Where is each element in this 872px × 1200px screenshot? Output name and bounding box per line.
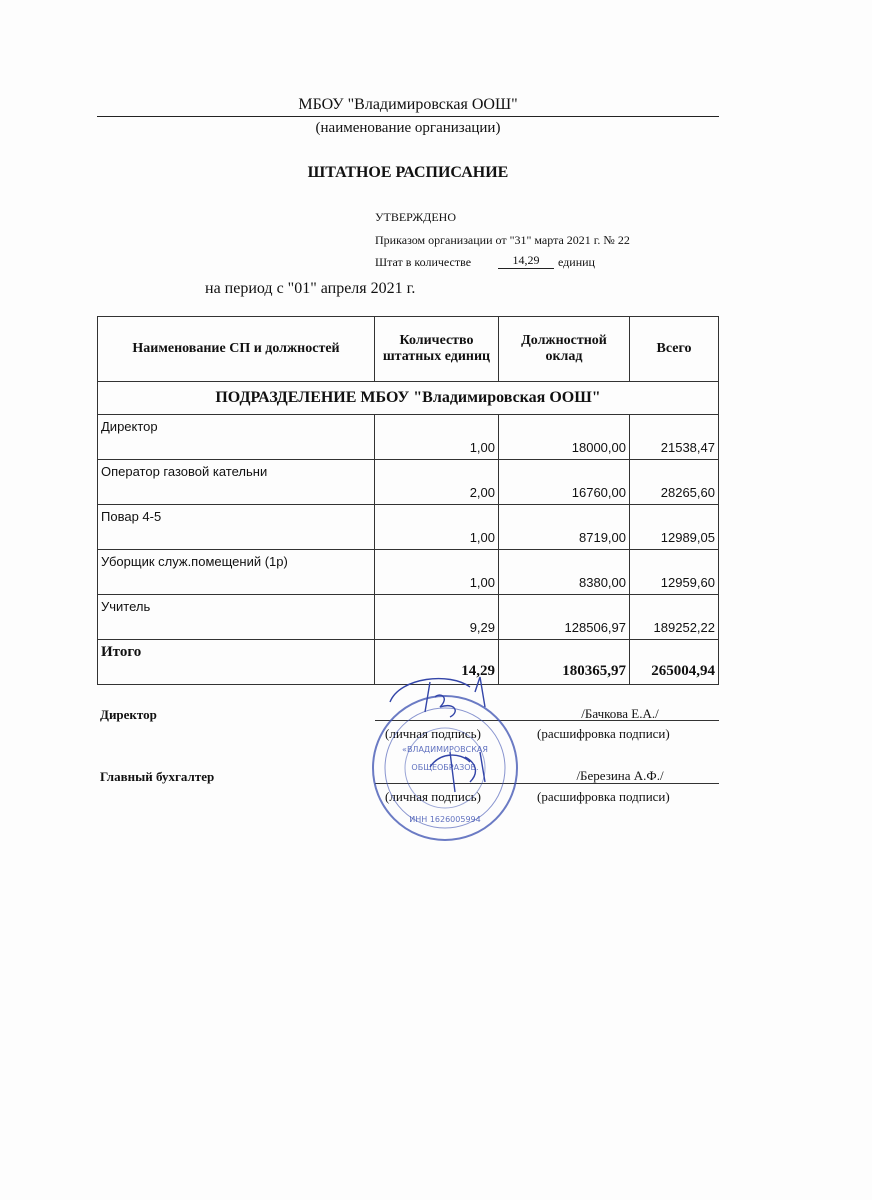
salary: 8380,00	[499, 550, 630, 595]
organization-name: МБОУ "Владимировская ООШ"	[97, 96, 719, 117]
signature-caption: (личная подпись)	[385, 789, 481, 804]
salary: 180365,97	[499, 640, 630, 685]
salary: 16760,00	[499, 460, 630, 505]
svg-text:ИНН 1626005994: ИНН 1626005994	[409, 815, 481, 824]
signature-role: Главный бухгалтер	[100, 769, 215, 784]
order-line: Приказом организации от "31" марта 2021 г. № 22	[375, 233, 630, 247]
signature-role: Директор	[100, 707, 157, 722]
salary: 8719,00	[499, 505, 630, 550]
position-name: Директор	[98, 415, 375, 460]
units: 1,00	[375, 505, 499, 550]
name-caption: (расшифровка подписи)	[537, 789, 670, 804]
signature-name: /Березина А.Ф./	[576, 768, 664, 783]
document-title: ШТАТНОЕ РАСПИСАНИЕ	[307, 164, 509, 181]
table-row	[98, 550, 719, 595]
signature-caption: (личная подпись)	[385, 726, 481, 741]
position-name: Повар 4-5	[98, 505, 375, 550]
position-name: Оператор газовой кательни	[98, 460, 375, 505]
table-row	[98, 595, 719, 640]
total: 21538,47	[630, 415, 719, 460]
column-header: Должностной оклад	[499, 317, 630, 382]
staff-label: Штат в количестве	[375, 255, 472, 269]
signature-name: /Бачкова Е.А./	[581, 706, 659, 721]
period-line: на период с "01" апреля 2021 г.	[205, 280, 416, 297]
staff-table	[97, 316, 719, 685]
table-header	[98, 317, 719, 382]
approved-label: УТВЕРЖДЕНО	[375, 210, 457, 224]
units: 1,00	[375, 550, 499, 595]
units: 9,29	[375, 595, 499, 640]
table-row	[98, 460, 719, 505]
position-name: Уборщик служ.помещений (1р)	[98, 550, 375, 595]
column-header: Наименование СП и должностей	[98, 317, 375, 382]
table-row	[98, 415, 719, 460]
position-name: Учитель	[98, 595, 375, 640]
svg-text:ОБЩЕОБРАЗОВ.: ОБЩЕОБРАЗОВ.	[411, 763, 479, 772]
svg-text:«ВЛАДИМИРОВСКАЯ: «ВЛАДИМИРОВСКАЯ	[402, 745, 488, 754]
organization-caption: (наименование организации)	[315, 120, 501, 136]
staff-count: 14,29	[498, 253, 554, 269]
handwritten-signatures	[380, 672, 510, 802]
total: 12989,05	[630, 505, 719, 550]
total: 265004,94	[630, 640, 719, 685]
column-header: Количество штатных единиц	[375, 317, 499, 382]
total: 189252,22	[630, 595, 719, 640]
column-header: Всего	[630, 317, 719, 382]
section-title: ПОДРАЗДЕЛЕНИЕ МБОУ "Владимировская ООШ"	[98, 382, 719, 415]
units: 1,00	[375, 415, 499, 460]
name-caption: (расшифровка подписи)	[537, 726, 670, 741]
totals-label: Итого	[98, 640, 375, 685]
total: 28265,60	[630, 460, 719, 505]
table-row	[98, 505, 719, 550]
total: 12959,60	[630, 550, 719, 595]
salary: 128506,97	[499, 595, 630, 640]
staff-unit: единиц	[558, 255, 595, 269]
units: 2,00	[375, 460, 499, 505]
units: 14,29	[375, 640, 499, 685]
salary: 18000,00	[499, 415, 630, 460]
